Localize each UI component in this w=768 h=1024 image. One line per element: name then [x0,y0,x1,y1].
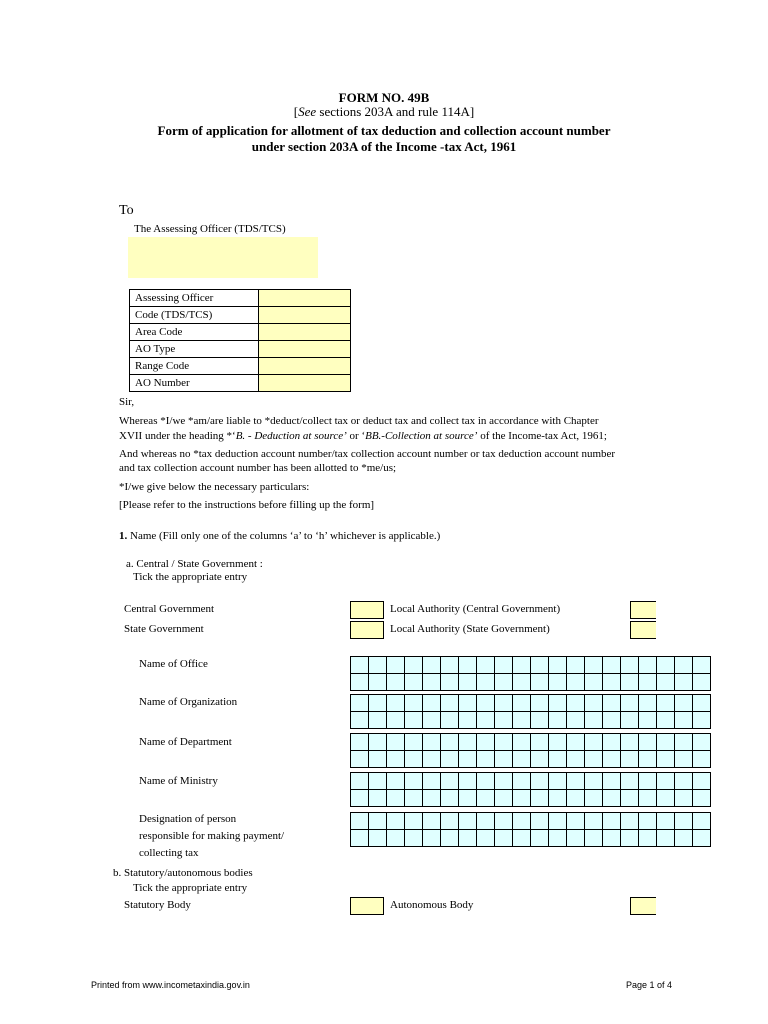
grid-cell[interactable] [549,695,567,712]
grid-cell[interactable] [441,734,459,751]
grid-cell[interactable] [585,813,603,830]
grid-cell[interactable] [603,712,621,729]
grid-cell[interactable] [567,657,585,674]
grid-cell[interactable] [639,657,657,674]
grid-cell[interactable] [549,790,567,807]
officer-address-field[interactable] [128,237,318,278]
grid-cell[interactable] [441,712,459,729]
grid-cell[interactable] [423,712,441,729]
grid-cell[interactable] [441,751,459,768]
grid-cell[interactable] [603,830,621,847]
grid-cell[interactable] [675,657,693,674]
to-label: To [119,203,134,218]
grid-cell[interactable] [477,773,495,790]
grid-cell[interactable] [351,751,369,768]
para1-line1: Whereas *I/we *am/are liable to *deduct/collect tax or deduct tax and collect tax in accordance with Chapter [119,415,599,427]
grid-cell[interactable] [549,734,567,751]
grid-cell[interactable] [495,674,513,691]
state-govt-checkbox[interactable] [350,621,384,639]
salutation: Sir, [119,396,135,408]
grid-cell[interactable] [459,773,477,790]
grid-cell[interactable] [693,674,711,691]
para1-heading-bb: BB.-Collection at source’ [365,430,478,442]
grid-cell[interactable] [639,751,657,768]
grid-row [351,712,711,729]
grid-cell[interactable] [657,813,675,830]
grid-cell[interactable] [405,734,423,751]
grid-cell[interactable] [621,657,639,674]
para1-line2 [119,429,607,443]
grid-cell[interactable] [639,830,657,847]
grid-cell[interactable] [657,712,675,729]
grid-row [351,674,711,691]
grid-cell[interactable] [621,830,639,847]
grid-row [351,657,711,674]
grid-cell[interactable] [603,790,621,807]
grid-cell[interactable] [657,830,675,847]
grid-cell[interactable] [585,773,603,790]
grid-cell[interactable] [675,773,693,790]
grid-cell[interactable] [459,674,477,691]
grid-cell[interactable] [675,790,693,807]
designation-label-1: Designation of person [139,813,237,825]
grid-cell[interactable] [423,830,441,847]
grid-cell[interactable] [423,813,441,830]
form-title-line2: under section 203A of the Income -tax Act, 1961 [251,139,517,154]
grid-row [351,751,711,768]
ao-code-table [129,289,351,392]
ao-label-assessing: Assessing Officer [130,290,259,307]
see-rest: sections 203A and rule 114A] [316,104,475,119]
grid-cell[interactable] [549,773,567,790]
name-office-grid[interactable] [350,656,711,691]
grid-cell[interactable] [693,751,711,768]
grid-cell[interactable] [387,790,405,807]
grid-cell[interactable] [513,657,531,674]
grid-cell[interactable] [477,751,495,768]
grid-cell[interactable] [603,695,621,712]
local-state-checkbox[interactable] [630,621,656,639]
grid-cell[interactable] [423,695,441,712]
grid-cell[interactable] [693,657,711,674]
name-org-grid[interactable] [350,694,711,729]
grid-cell[interactable] [423,790,441,807]
grid-cell[interactable] [477,830,495,847]
ao-label-area-code: Area Code [130,324,259,341]
grid-cell[interactable] [639,695,657,712]
grid-cell[interactable] [405,751,423,768]
grid-cell[interactable] [585,751,603,768]
grid-cell[interactable] [495,773,513,790]
grid-cell[interactable] [675,813,693,830]
grid-cell[interactable] [441,657,459,674]
grid-cell[interactable] [477,657,495,674]
section1-label: Name (Fill only one of the columns ‘a’ to ‘h’ whichever is applicable.) [127,530,441,542]
ao-label-range-code: Range Code [130,358,259,375]
grid-cell[interactable] [405,695,423,712]
grid-cell[interactable] [405,674,423,691]
grid-cell[interactable] [585,674,603,691]
grid-cell[interactable] [621,695,639,712]
ao-input-ao-number[interactable] [259,375,351,392]
footer-page-number: Page 1 of 4 [626,980,673,990]
grid-cell[interactable] [351,674,369,691]
statutory-body-label: Statutory Body [124,899,191,911]
grid-cell[interactable] [351,813,369,830]
grid-cell[interactable] [657,657,675,674]
para2-line2: and tax collection account number has been allotted to *me/us; [119,462,397,474]
grid-cell[interactable] [405,657,423,674]
grid-cell[interactable] [513,773,531,790]
local-central-label: Local Authority (Central Government) [390,603,561,615]
grid-cell[interactable] [675,674,693,691]
grid-cell[interactable] [531,773,549,790]
grid-row [351,813,711,830]
grid-cell[interactable] [603,773,621,790]
ao-label-ao-type: AO Type [130,341,259,358]
grid-cell[interactable] [513,695,531,712]
grid-cell[interactable] [513,674,531,691]
grid-cell[interactable] [531,657,549,674]
ao-input-assessing[interactable] [259,290,351,307]
grid-cell[interactable] [423,773,441,790]
designation-label-3: collecting tax [139,847,199,859]
grid-cell[interactable] [387,657,405,674]
grid-cell[interactable] [585,712,603,729]
grid-cell[interactable] [387,773,405,790]
name-dept-label: Name of Department [139,736,232,748]
grid-cell[interactable] [495,712,513,729]
grid-cell[interactable] [567,751,585,768]
central-govt-label: Central Government [124,603,215,615]
grid-cell[interactable] [495,751,513,768]
para1-text-a: XVII under the heading *‘ [119,430,236,442]
grid-cell[interactable] [693,790,711,807]
para1-text-c: or ‘ [346,430,366,442]
para1-text-e: of the Income-tax Act, 1961; [477,430,607,442]
name-dept-grid[interactable] [350,733,711,768]
grid-cell[interactable] [369,657,387,674]
grid-cell[interactable] [657,695,675,712]
autonomous-body-label: Autonomous Body [390,899,474,911]
name-ministry-grid[interactable] [350,772,711,807]
grid-cell[interactable] [549,830,567,847]
grid-cell[interactable] [495,695,513,712]
grid-cell[interactable] [621,734,639,751]
grid-cell[interactable] [603,674,621,691]
grid-cell[interactable] [423,657,441,674]
footer-printed-from: Printed from www.incometaxindia.gov.in [91,980,250,990]
see-italic: See [298,104,317,119]
grid-cell[interactable] [567,712,585,729]
grid-cell[interactable] [351,695,369,712]
grid-cell[interactable] [495,734,513,751]
grid-cell[interactable] [585,695,603,712]
grid-cell[interactable] [369,751,387,768]
para2-line1: And whereas no *tax deduction account number/tax collection account number or tax deduction account number [119,448,616,460]
grid-cell[interactable] [567,790,585,807]
grid-cell[interactable] [693,734,711,751]
grid-cell[interactable] [441,830,459,847]
grid-cell[interactable] [639,773,657,790]
ao-label-code: Code (TDS/TCS) [130,307,259,324]
grid-cell[interactable] [369,674,387,691]
grid-cell[interactable] [387,751,405,768]
grid-cell[interactable] [423,674,441,691]
ao-input-range-code[interactable] [259,358,351,375]
grid-cell[interactable] [621,674,639,691]
central-govt-checkbox[interactable] [350,601,384,619]
grid-cell[interactable] [459,695,477,712]
grid-cell[interactable] [639,734,657,751]
grid-cell[interactable] [621,751,639,768]
grid-cell[interactable] [387,813,405,830]
grid-cell[interactable] [603,813,621,830]
grid-cell[interactable] [387,712,405,729]
grid-cell[interactable] [405,712,423,729]
grid-cell[interactable] [549,813,567,830]
grid-cell[interactable] [441,695,459,712]
grid-cell[interactable] [351,734,369,751]
grid-cell[interactable] [387,695,405,712]
grid-cell[interactable] [513,813,531,830]
grid-cell[interactable] [369,712,387,729]
grid-cell[interactable] [531,695,549,712]
section1b-label: b. Statutory/autonomous bodies [113,867,253,879]
grid-cell[interactable] [459,790,477,807]
grid-cell[interactable] [639,712,657,729]
grid-cell[interactable] [477,813,495,830]
grid-cell[interactable] [549,712,567,729]
grid-cell[interactable] [513,712,531,729]
grid-cell[interactable] [603,734,621,751]
grid-cell[interactable] [621,790,639,807]
grid-cell[interactable] [621,813,639,830]
section1-heading [119,529,440,543]
grid-cell[interactable] [369,734,387,751]
local-state-label: Local Authority (State Government) [390,623,550,635]
grid-cell[interactable] [495,790,513,807]
grid-cell[interactable] [351,657,369,674]
name-office-label: Name of Office [139,658,208,670]
ao-input-area-code[interactable] [259,324,351,341]
grid-cell[interactable] [387,734,405,751]
grid-cell[interactable] [603,657,621,674]
state-govt-label: State Government [124,623,204,635]
grid-cell[interactable] [351,790,369,807]
grid-cell[interactable] [657,773,675,790]
grid-cell[interactable] [531,813,549,830]
grid-cell[interactable] [531,674,549,691]
grid-cell[interactable] [567,695,585,712]
grid-cell[interactable] [531,751,549,768]
grid-cell[interactable] [621,773,639,790]
grid-cell[interactable] [387,830,405,847]
para4: [Please refer to the instructions before filling up the form] [119,499,375,511]
grid-cell[interactable] [459,712,477,729]
grid-cell[interactable] [585,830,603,847]
grid-cell[interactable] [657,734,675,751]
grid-cell[interactable] [531,734,549,751]
grid-cell[interactable] [585,790,603,807]
designation-label-2: responsible for making payment/ [139,830,285,842]
grid-cell[interactable] [621,712,639,729]
grid-cell[interactable] [513,751,531,768]
autonomous-body-checkbox[interactable] [630,897,656,915]
grid-cell[interactable] [351,773,369,790]
grid-cell[interactable] [459,734,477,751]
grid-row [351,773,711,790]
grid-row [351,695,711,712]
grid-cell[interactable] [567,734,585,751]
grid-cell[interactable] [495,830,513,847]
grid-cell[interactable] [423,734,441,751]
grid-cell[interactable] [639,674,657,691]
grid-cell[interactable] [693,773,711,790]
form-title-line1: Form of application for allotment of tax deduction and collection account number [157,123,611,138]
name-org-label: Name of Organization [139,696,238,708]
grid-cell[interactable] [549,674,567,691]
name-ministry-label: Name of Ministry [139,775,218,787]
grid-cell[interactable] [405,830,423,847]
grid-cell[interactable] [675,712,693,729]
grid-cell[interactable] [585,657,603,674]
grid-cell[interactable] [441,790,459,807]
grid-cell[interactable] [351,712,369,729]
grid-cell[interactable] [495,813,513,830]
grid-cell[interactable] [387,674,405,691]
form-reference: [See sections 203A and rule 114A] [293,104,475,119]
grid-cell[interactable] [567,813,585,830]
section1-number: 1. [119,530,128,542]
ao-input-code[interactable] [259,307,351,324]
grid-cell[interactable] [513,790,531,807]
grid-cell[interactable] [405,773,423,790]
grid-cell[interactable] [657,674,675,691]
grid-cell[interactable] [459,751,477,768]
form-number: FORM NO. 49B [338,90,430,105]
grid-cell[interactable] [459,830,477,847]
section1a-label: a. Central / State Government : [126,558,263,570]
para3: *I/we give below the necessary particulars: [119,481,310,493]
grid-cell[interactable] [639,813,657,830]
grid-cell[interactable] [477,734,495,751]
grid-cell[interactable] [405,790,423,807]
grid-cell[interactable] [423,751,441,768]
grid-cell[interactable] [477,695,495,712]
grid-cell[interactable] [567,773,585,790]
grid-cell[interactable] [675,751,693,768]
grid-cell[interactable] [369,790,387,807]
statutory-body-checkbox[interactable] [350,897,384,915]
grid-cell[interactable] [477,712,495,729]
officer-label: The Assessing Officer (TDS/TCS) [134,223,286,235]
grid-cell[interactable] [369,830,387,847]
grid-cell[interactable] [495,657,513,674]
grid-cell[interactable] [585,734,603,751]
grid-cell[interactable] [459,813,477,830]
ao-label-ao-number: AO Number [130,375,259,392]
grid-cell[interactable] [549,751,567,768]
grid-cell[interactable] [459,657,477,674]
grid-cell[interactable] [477,674,495,691]
local-central-checkbox[interactable] [630,601,656,619]
section1b-tick: Tick the appropriate entry [133,882,248,894]
grid-row [351,734,711,751]
grid-cell[interactable] [531,712,549,729]
grid-cell[interactable] [675,830,693,847]
grid-cell[interactable] [657,790,675,807]
grid-cell[interactable] [567,674,585,691]
grid-cell[interactable] [531,790,549,807]
grid-cell[interactable] [639,790,657,807]
grid-cell[interactable] [513,830,531,847]
designation-grid[interactable] [350,812,711,847]
grid-cell[interactable] [369,813,387,830]
grid-cell[interactable] [693,712,711,729]
para1-heading-b: B. - Deduction at source’ [235,430,347,442]
grid-cell[interactable] [549,657,567,674]
grid-row [351,830,711,847]
grid-cell[interactable] [369,695,387,712]
grid-cell[interactable] [405,813,423,830]
grid-cell[interactable] [693,830,711,847]
grid-cell[interactable] [441,773,459,790]
ao-input-ao-type[interactable] [259,341,351,358]
grid-cell[interactable] [603,751,621,768]
grid-cell[interactable] [567,830,585,847]
grid-cell[interactable] [675,695,693,712]
grid-cell[interactable] [441,674,459,691]
grid-cell[interactable] [351,830,369,847]
grid-cell[interactable] [657,751,675,768]
grid-cell[interactable] [369,773,387,790]
grid-cell[interactable] [477,790,495,807]
grid-row [351,790,711,807]
grid-cell[interactable] [513,734,531,751]
section1a-tick: Tick the appropriate entry [133,571,248,583]
grid-cell[interactable] [675,734,693,751]
grid-cell[interactable] [693,813,711,830]
grid-cell[interactable] [693,695,711,712]
grid-cell[interactable] [531,830,549,847]
grid-cell[interactable] [441,813,459,830]
